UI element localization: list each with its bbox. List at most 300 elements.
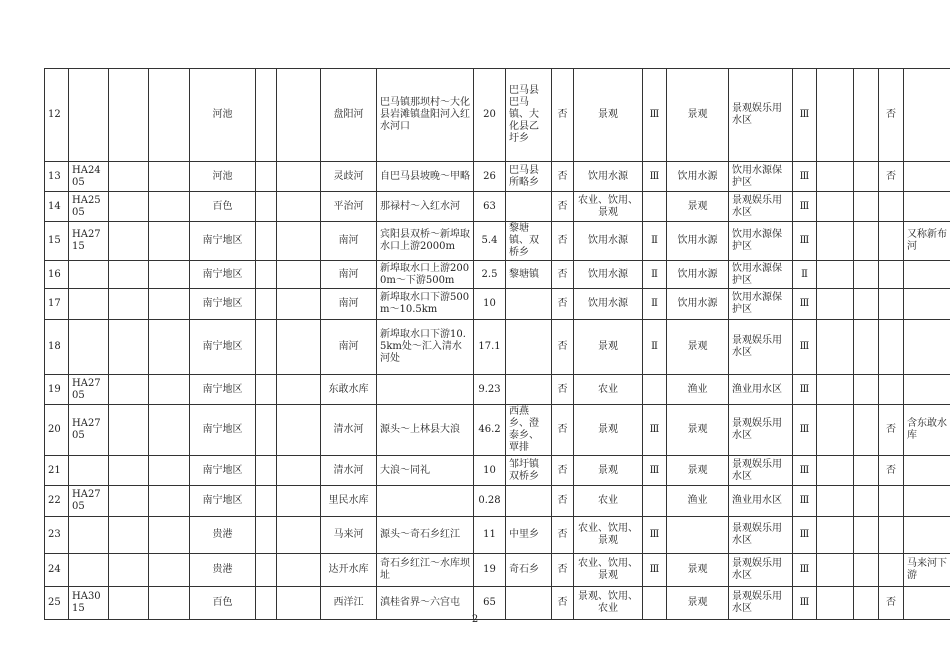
- class-current: Ⅲ: [643, 456, 667, 486]
- blank-cell: [109, 486, 149, 517]
- blank-cell: [149, 261, 190, 289]
- length-km: 11: [474, 517, 506, 554]
- blank-cell: [277, 486, 321, 517]
- section-range: 新埠取水口下游500m～10.5km: [377, 289, 474, 320]
- note-cell: 马来河下游: [904, 554, 950, 587]
- table-row: [45, 69, 950, 162]
- class-target: Ⅲ: [793, 456, 817, 486]
- section-code: [69, 261, 109, 289]
- blank-cell: [109, 69, 149, 162]
- flag2-cell: 否: [879, 162, 904, 192]
- section-code: HA2505: [69, 192, 109, 222]
- length-km: 65: [474, 587, 506, 620]
- blank-cell: [817, 222, 854, 261]
- table-row: [45, 405, 950, 456]
- row-number: 13: [45, 162, 69, 192]
- towns-cell: [506, 486, 552, 517]
- zone-type: 饮用水源保护区: [729, 289, 793, 320]
- blank-cell: [109, 554, 149, 587]
- blank-cell: [256, 517, 277, 554]
- row-number: 23: [45, 517, 69, 554]
- blank-cell: [817, 289, 854, 320]
- section-range: 自巴马县坡晚～甲略: [377, 162, 474, 192]
- blank-cell: [109, 320, 149, 375]
- towns-cell: 中里乡: [506, 517, 552, 554]
- section-range: 那禄村～入红水河: [377, 192, 474, 222]
- flag-cell: 否: [552, 456, 574, 486]
- function-planned: 景观: [667, 320, 729, 375]
- blank-cell: [817, 69, 854, 162]
- blank-cell: [256, 192, 277, 222]
- function-current: 饮用水源: [574, 222, 643, 261]
- row-number: 19: [45, 375, 69, 405]
- section-range: 新埠取水口上游2000m～下游500m: [377, 261, 474, 289]
- blank-cell: [817, 261, 854, 289]
- blank-cell: [149, 222, 190, 261]
- class-target: Ⅲ: [793, 587, 817, 620]
- flag2-cell: [879, 320, 904, 375]
- row-number: 12: [45, 69, 69, 162]
- section-code: [69, 289, 109, 320]
- blank-cell: [109, 405, 149, 456]
- blank-cell: [277, 261, 321, 289]
- blank-cell: [854, 456, 879, 486]
- length-km: 0.28: [474, 486, 506, 517]
- flag-cell: 否: [552, 554, 574, 587]
- function-planned: 景观: [667, 456, 729, 486]
- note-cell: 又称新布河: [904, 222, 950, 261]
- page-number: 2: [471, 614, 479, 625]
- section-range: 源头～奇石乡红江: [377, 517, 474, 554]
- flag-cell: 否: [552, 222, 574, 261]
- blank-cell: [149, 517, 190, 554]
- class-current: [643, 486, 667, 517]
- blank-cell: [854, 192, 879, 222]
- blank-cell: [817, 162, 854, 192]
- blank-cell: [149, 554, 190, 587]
- note-cell: [904, 289, 950, 320]
- function-current: 景观: [574, 405, 643, 456]
- class-current: [643, 192, 667, 222]
- class-current: Ⅱ: [643, 320, 667, 375]
- note-cell: 含东敢水库: [904, 405, 950, 456]
- blank-cell: [109, 517, 149, 554]
- blank-cell: [277, 222, 321, 261]
- length-km: 26: [474, 162, 506, 192]
- function-planned: 渔业: [667, 486, 729, 517]
- flag2-cell: [879, 192, 904, 222]
- function-planned: 景观: [667, 192, 729, 222]
- class-current: Ⅲ: [643, 69, 667, 162]
- region-cell: 河池: [190, 69, 256, 162]
- flag-cell: 否: [552, 486, 574, 517]
- flag2-cell: 否: [879, 405, 904, 456]
- zone-type: 景观娱乐用水区: [729, 320, 793, 375]
- class-target: Ⅲ: [793, 486, 817, 517]
- flag2-cell: [879, 486, 904, 517]
- table-row: [45, 320, 950, 375]
- length-km: 2.5: [474, 261, 506, 289]
- table-row: [45, 554, 950, 587]
- region-cell: 贵港: [190, 554, 256, 587]
- function-current: 农业: [574, 375, 643, 405]
- flag-cell: 否: [552, 69, 574, 162]
- region-cell: 河池: [190, 162, 256, 192]
- blank-cell: [256, 69, 277, 162]
- class-current: Ⅲ: [643, 517, 667, 554]
- towns-cell: 邹圩镇双桥乡: [506, 456, 552, 486]
- length-km: 5.4: [474, 222, 506, 261]
- length-km: 46.2: [474, 405, 506, 456]
- blank-cell: [854, 405, 879, 456]
- blank-cell: [149, 289, 190, 320]
- blank-cell: [256, 261, 277, 289]
- section-range: [377, 486, 474, 517]
- river-name: 马来河: [321, 517, 377, 554]
- blank-cell: [149, 162, 190, 192]
- blank-cell: [277, 405, 321, 456]
- table-row: [45, 261, 950, 289]
- blank-cell: [149, 69, 190, 162]
- length-km: 10: [474, 289, 506, 320]
- function-current: 农业、饮用、景观: [574, 517, 643, 554]
- region-cell: 南宁地区: [190, 261, 256, 289]
- section-range: 新埠取水口下游10.5km处～汇入清水河处: [377, 320, 474, 375]
- blank-cell: [817, 554, 854, 587]
- section-code: [69, 517, 109, 554]
- function-planned: 饮用水源: [667, 289, 729, 320]
- blank-cell: [277, 69, 321, 162]
- class-target: Ⅲ: [793, 69, 817, 162]
- blank-cell: [277, 162, 321, 192]
- section-range: [377, 375, 474, 405]
- flag2-cell: [879, 222, 904, 261]
- zone-type: 渔业用水区: [729, 486, 793, 517]
- towns-cell: 黎塘镇: [506, 261, 552, 289]
- blank-cell: [149, 486, 190, 517]
- length-km: 19: [474, 554, 506, 587]
- section-range: 大浪～同礼: [377, 456, 474, 486]
- blank-cell: [109, 222, 149, 261]
- blank-cell: [256, 486, 277, 517]
- section-range: 奇石乡红江～水库坝址: [377, 554, 474, 587]
- function-planned: 饮用水源: [667, 261, 729, 289]
- river-name: 盘阳河: [321, 69, 377, 162]
- region-cell: 南宁地区: [190, 289, 256, 320]
- function-current: 景观: [574, 456, 643, 486]
- flag-cell: 否: [552, 517, 574, 554]
- section-range: 宾阳县双桥～新埠取水口上游2000m: [377, 222, 474, 261]
- river-name: 西洋江: [321, 587, 377, 620]
- towns-cell: 西燕乡、澄泰乡、覃排: [506, 405, 552, 456]
- section-code: HA2705: [69, 375, 109, 405]
- blank-cell: [854, 554, 879, 587]
- length-km: 20: [474, 69, 506, 162]
- function-current: 景观: [574, 320, 643, 375]
- blank-cell: [256, 289, 277, 320]
- flag2-cell: [879, 517, 904, 554]
- section-code: [69, 456, 109, 486]
- row-number: 17: [45, 289, 69, 320]
- blank-cell: [109, 289, 149, 320]
- note-cell: [904, 192, 950, 222]
- river-name: 清水河: [321, 456, 377, 486]
- blank-cell: [854, 261, 879, 289]
- blank-cell: [109, 375, 149, 405]
- blank-cell: [277, 192, 321, 222]
- length-km: 17.1: [474, 320, 506, 375]
- blank-cell: [149, 192, 190, 222]
- function-planned: 饮用水源: [667, 162, 729, 192]
- blank-cell: [256, 222, 277, 261]
- table-row: [45, 375, 950, 405]
- towns-cell: 巴马县所略乡: [506, 162, 552, 192]
- section-code: [69, 320, 109, 375]
- row-number: 22: [45, 486, 69, 517]
- zone-type: 景观娱乐用水区: [729, 456, 793, 486]
- blank-cell: [817, 192, 854, 222]
- blank-cell: [149, 375, 190, 405]
- blank-cell: [277, 554, 321, 587]
- river-name: 达开水库: [321, 554, 377, 587]
- blank-cell: [817, 486, 854, 517]
- region-cell: 南宁地区: [190, 405, 256, 456]
- function-current: 饮用水源: [574, 289, 643, 320]
- towns-cell: [506, 320, 552, 375]
- river-name: 东敢水库: [321, 375, 377, 405]
- note-cell: [904, 261, 950, 289]
- note-cell: [904, 69, 950, 162]
- section-range: 源头～上林县大浪: [377, 405, 474, 456]
- function-current: 饮用水源: [574, 261, 643, 289]
- class-current: Ⅲ: [643, 554, 667, 587]
- blank-cell: [817, 375, 854, 405]
- region-cell: 百色: [190, 192, 256, 222]
- class-current: Ⅲ: [643, 405, 667, 456]
- zone-type: 景观娱乐用水区: [729, 405, 793, 456]
- blank-cell: [817, 517, 854, 554]
- function-planned: 渔业: [667, 375, 729, 405]
- region-cell: 百色: [190, 587, 256, 620]
- function-current: 农业、饮用、景观: [574, 192, 643, 222]
- row-number: 16: [45, 261, 69, 289]
- length-km: 10: [474, 456, 506, 486]
- towns-cell: [506, 375, 552, 405]
- region-cell: 南宁地区: [190, 486, 256, 517]
- blank-cell: [277, 375, 321, 405]
- river-name: 南河: [321, 320, 377, 375]
- table-row: [45, 486, 950, 517]
- row-number: 15: [45, 222, 69, 261]
- blank-cell: [256, 162, 277, 192]
- class-target: Ⅲ: [793, 192, 817, 222]
- zone-type: 饮用水源保护区: [729, 162, 793, 192]
- flag-cell: 否: [552, 320, 574, 375]
- zone-type: 渔业用水区: [729, 375, 793, 405]
- blank-cell: [109, 261, 149, 289]
- blank-cell: [854, 222, 879, 261]
- class-current: Ⅱ: [643, 222, 667, 261]
- section-code: HA2705: [69, 405, 109, 456]
- flag-cell: 否: [552, 587, 574, 620]
- length-km: 9.23: [474, 375, 506, 405]
- flag2-cell: [879, 261, 904, 289]
- function-zone-table: [44, 68, 950, 620]
- class-current: [643, 375, 667, 405]
- class-target: Ⅲ: [793, 222, 817, 261]
- class-target: Ⅲ: [793, 162, 817, 192]
- flag-cell: 否: [552, 261, 574, 289]
- blank-cell: [256, 456, 277, 486]
- blank-cell: [277, 289, 321, 320]
- region-cell: 南宁地区: [190, 375, 256, 405]
- section-code: HA2705: [69, 486, 109, 517]
- note-cell: [904, 375, 950, 405]
- river-name: 清水河: [321, 405, 377, 456]
- function-current: 农业: [574, 486, 643, 517]
- note-cell: [904, 320, 950, 375]
- function-planned: 景观: [667, 405, 729, 456]
- class-current: Ⅱ: [643, 261, 667, 289]
- flag2-cell: 否: [879, 587, 904, 620]
- flag2-cell: [879, 289, 904, 320]
- towns-cell: [506, 289, 552, 320]
- blank-cell: [149, 405, 190, 456]
- section-code: [69, 554, 109, 587]
- function-current: 景观、饮用、农业: [574, 587, 643, 620]
- flag2-cell: 否: [879, 456, 904, 486]
- flag2-cell: 否: [879, 69, 904, 162]
- note-cell: [904, 517, 950, 554]
- row-number: 18: [45, 320, 69, 375]
- zone-type: 景观娱乐用水区: [729, 587, 793, 620]
- blank-cell: [854, 289, 879, 320]
- region-cell: 南宁地区: [190, 222, 256, 261]
- zone-type: 景观娱乐用水区: [729, 517, 793, 554]
- table-row: [45, 289, 950, 320]
- blank-cell: [256, 375, 277, 405]
- blank-cell: [854, 486, 879, 517]
- river-name: 里民水库: [321, 486, 377, 517]
- towns-cell: 巴马县巴马镇、大化县乙圩乡: [506, 69, 552, 162]
- blank-cell: [854, 162, 879, 192]
- flag-cell: 否: [552, 192, 574, 222]
- zone-type: 景观娱乐用水区: [729, 69, 793, 162]
- blank-cell: [854, 320, 879, 375]
- function-current: 景观: [574, 69, 643, 162]
- class-target: Ⅲ: [793, 517, 817, 554]
- function-current: 农业、饮用、景观: [574, 554, 643, 587]
- river-name: 灵歧河: [321, 162, 377, 192]
- length-km: 63: [474, 192, 506, 222]
- flag-cell: 否: [552, 375, 574, 405]
- note-cell: [904, 456, 950, 486]
- blank-cell: [854, 375, 879, 405]
- blank-cell: [817, 456, 854, 486]
- section-code: HA2715: [69, 222, 109, 261]
- towns-cell: 奇石乡: [506, 554, 552, 587]
- blank-cell: [109, 162, 149, 192]
- region-cell: 南宁地区: [190, 320, 256, 375]
- blank-cell: [854, 517, 879, 554]
- class-target: Ⅲ: [793, 375, 817, 405]
- flag-cell: 否: [552, 162, 574, 192]
- zone-type: 景观娱乐用水区: [729, 554, 793, 587]
- note-cell: [904, 162, 950, 192]
- blank-cell: [277, 320, 321, 375]
- table-row: [45, 517, 950, 554]
- blank-cell: [817, 405, 854, 456]
- region-cell: 贵港: [190, 517, 256, 554]
- blank-cell: [256, 405, 277, 456]
- class-target: Ⅱ: [793, 261, 817, 289]
- blank-cell: [149, 456, 190, 486]
- row-number: 25: [45, 587, 69, 620]
- class-target: Ⅲ: [793, 289, 817, 320]
- section-range: 巴马镇那坝村～大化县岩滩镇盘阳河入红水河口: [377, 69, 474, 162]
- section-range: 滇桂省界～六宫屯: [377, 587, 474, 620]
- river-name: 南河: [321, 289, 377, 320]
- flag2-cell: [879, 375, 904, 405]
- section-code: HA3015: [69, 587, 109, 620]
- river-name: 平治河: [321, 192, 377, 222]
- blank-cell: [256, 554, 277, 587]
- table-row: [45, 192, 950, 222]
- table-row: [45, 162, 950, 192]
- row-number: 14: [45, 192, 69, 222]
- river-name: 南河: [321, 222, 377, 261]
- table-row: [45, 456, 950, 486]
- zone-type: 饮用水源保护区: [729, 222, 793, 261]
- blank-cell: [817, 320, 854, 375]
- function-planned: 饮用水源: [667, 222, 729, 261]
- class-target: Ⅲ: [793, 554, 817, 587]
- blank-cell: [149, 320, 190, 375]
- row-number: 21: [45, 456, 69, 486]
- blank-cell: [277, 456, 321, 486]
- row-number: 24: [45, 554, 69, 587]
- towns-cell: 黎塘镇、双桥乡: [506, 222, 552, 261]
- function-planned: 景观: [667, 69, 729, 162]
- zone-type: 饮用水源保护区: [729, 261, 793, 289]
- function-planned: 景观: [667, 554, 729, 587]
- function-current: 饮用水源: [574, 162, 643, 192]
- flag-cell: 否: [552, 289, 574, 320]
- river-name: 南河: [321, 261, 377, 289]
- towns-cell: [506, 192, 552, 222]
- class-current: Ⅱ: [643, 289, 667, 320]
- table-row: [45, 222, 950, 261]
- blank-cell: [854, 69, 879, 162]
- zone-type: 景观娱乐用水区: [729, 192, 793, 222]
- flag2-cell: [879, 554, 904, 587]
- region-cell: 南宁地区: [190, 456, 256, 486]
- blank-cell: [109, 192, 149, 222]
- flag-cell: 否: [552, 405, 574, 456]
- row-number: 20: [45, 405, 69, 456]
- blank-cell: [256, 320, 277, 375]
- class-target: Ⅲ: [793, 320, 817, 375]
- blank-cell: [277, 517, 321, 554]
- function-planned: [667, 517, 729, 554]
- function-planned: 景观: [667, 587, 729, 620]
- section-code: [69, 69, 109, 162]
- note-cell: [904, 486, 950, 517]
- section-code: HA2405: [69, 162, 109, 192]
- class-current: Ⅲ: [643, 162, 667, 192]
- class-target: Ⅲ: [793, 405, 817, 456]
- blank-cell: [109, 456, 149, 486]
